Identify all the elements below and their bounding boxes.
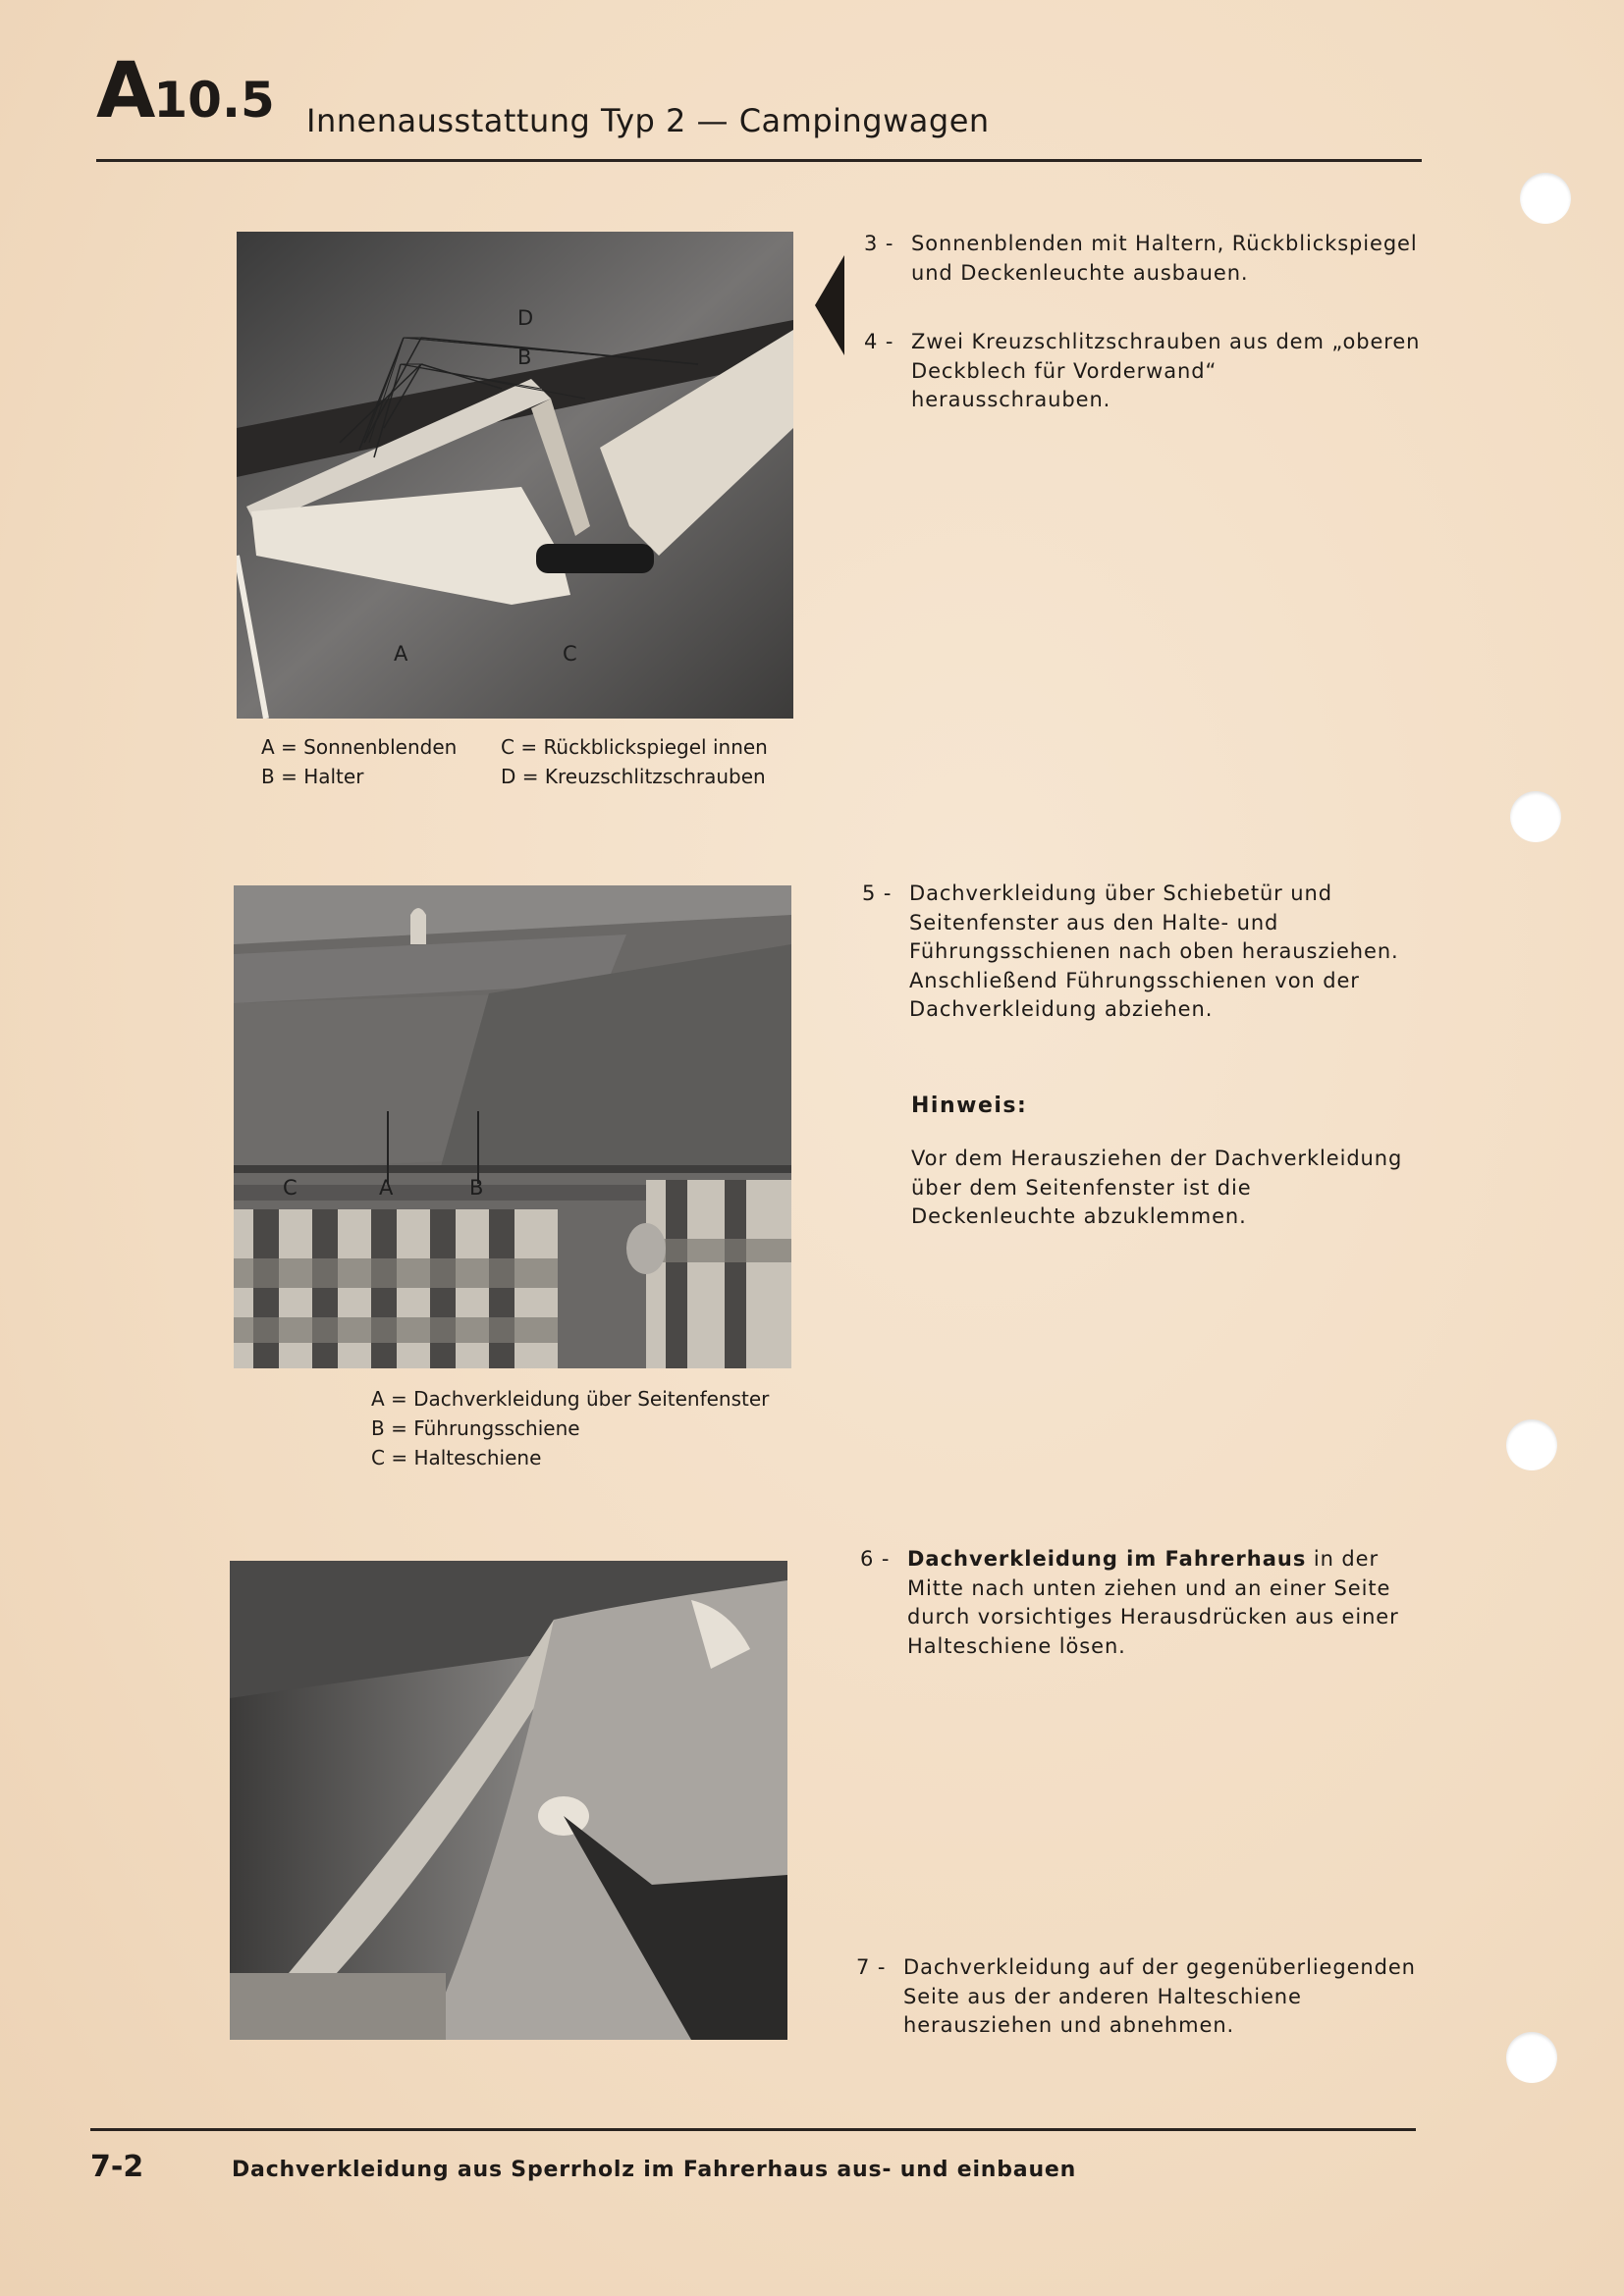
step-6 — [860, 1545, 1424, 1661]
step-3-text: Sonnenblenden mit Haltern, Rückblickspiegel und Deckenleuchte ausbauen. — [911, 232, 1418, 285]
photo1-callout-C: C — [563, 642, 577, 666]
photo-sun-visors-leaders — [237, 232, 793, 719]
photo2-leader-b — [477, 1111, 479, 1184]
photo2-callout-A: A — [379, 1176, 394, 1200]
fig1-legend-c: C = Rückblickspiegel innen — [501, 735, 768, 759]
step-3 — [864, 230, 1424, 288]
photo-roof-panel-cab — [230, 1561, 787, 2040]
section-code — [96, 47, 275, 135]
header-rule — [96, 159, 1422, 162]
step-3-number: 3 - — [864, 232, 894, 255]
binder-hole-3 — [1506, 1419, 1557, 1470]
fig1-legend-a: A = Sonnenblenden — [261, 735, 458, 759]
page-title: Innenausstattung Typ 2 — Campingwagen — [306, 102, 990, 139]
photo2-callout-B: B — [469, 1176, 484, 1200]
fig1-legend-d: D = Kreuzschlitzschrauben — [501, 765, 766, 788]
step-4-number: 4 - — [864, 330, 894, 353]
photo-roof-panel-drawing — [234, 885, 791, 1368]
fig2-legend-a: A = Dachverkleidung über Seitenfenster — [371, 1387, 770, 1411]
photo-roof-panel-side-window — [234, 885, 791, 1368]
binder-hole-2 — [1510, 791, 1561, 842]
step-7-text: Dachverkleidung auf der gegenüberliegenden Seite aus der anderen Halteschiene herausziehen und abnehmen. — [903, 1955, 1416, 2037]
fig1-legend-b: B = Halter — [261, 765, 364, 788]
fig2-legend-c: C = Halteschiene — [371, 1446, 542, 1469]
step-6-bold: Dachverkleidung im Fahrerhaus — [907, 1547, 1307, 1571]
note-text: Vor dem Herausziehen der Dachverkleidung über dem Seitenfenster ist die Deckenleuchte abzuklemmen. — [911, 1147, 1403, 1228]
step-7-number: 7 - — [856, 1955, 887, 1979]
section-letter: A — [96, 47, 152, 135]
section-number: 10.5 — [153, 72, 275, 129]
step-4-text: Zwei Kreuzschlitzschrauben aus dem „oberen Deckblech für Vorderwand“ herausschrauben. — [911, 330, 1421, 411]
step-6-number: 6 - — [860, 1547, 891, 1571]
footer-rule — [90, 2128, 1416, 2131]
step-4 — [864, 328, 1424, 415]
footer-page-number: 7-2 — [90, 2150, 144, 2184]
photo-roof-panel-cab-drawing — [230, 1561, 787, 2040]
photo-sun-visors — [237, 232, 793, 719]
binder-hole-4 — [1506, 2032, 1557, 2083]
step-5-text: Dachverkleidung über Schiebetür und Seitenfenster aus den Halte- und Führungsschienen nach oben herausziehen. Anschließend Führungsschienen von der Dachverkleidung abziehen. — [909, 881, 1399, 1021]
footer-title: Dachverkleidung aus Sperrholz im Fahrerhaus aus- und einbauen — [232, 2158, 1077, 2182]
photo2-leader-a — [387, 1111, 389, 1184]
fig2-legend-b: B = Führungsschiene — [371, 1416, 580, 1440]
step-5 — [862, 880, 1424, 1025]
note-heading: Hinweis: — [911, 1094, 1028, 1118]
step-6-text: in der Mitte nach unten ziehen und an einer Seite durch vorsichtiges Herausdrücken aus einer Halteschiene lösen. — [907, 1547, 1399, 1658]
binder-hole-1 — [1520, 173, 1571, 224]
step-7 — [856, 1953, 1424, 2041]
photo1-callout-B: B — [517, 346, 532, 369]
photo1-callout-A: A — [394, 642, 408, 666]
photo2-callout-C: C — [283, 1176, 298, 1200]
step-5-number: 5 - — [862, 881, 893, 905]
margin-arrow-icon — [811, 251, 846, 359]
photo1-callout-D: D — [517, 306, 534, 330]
